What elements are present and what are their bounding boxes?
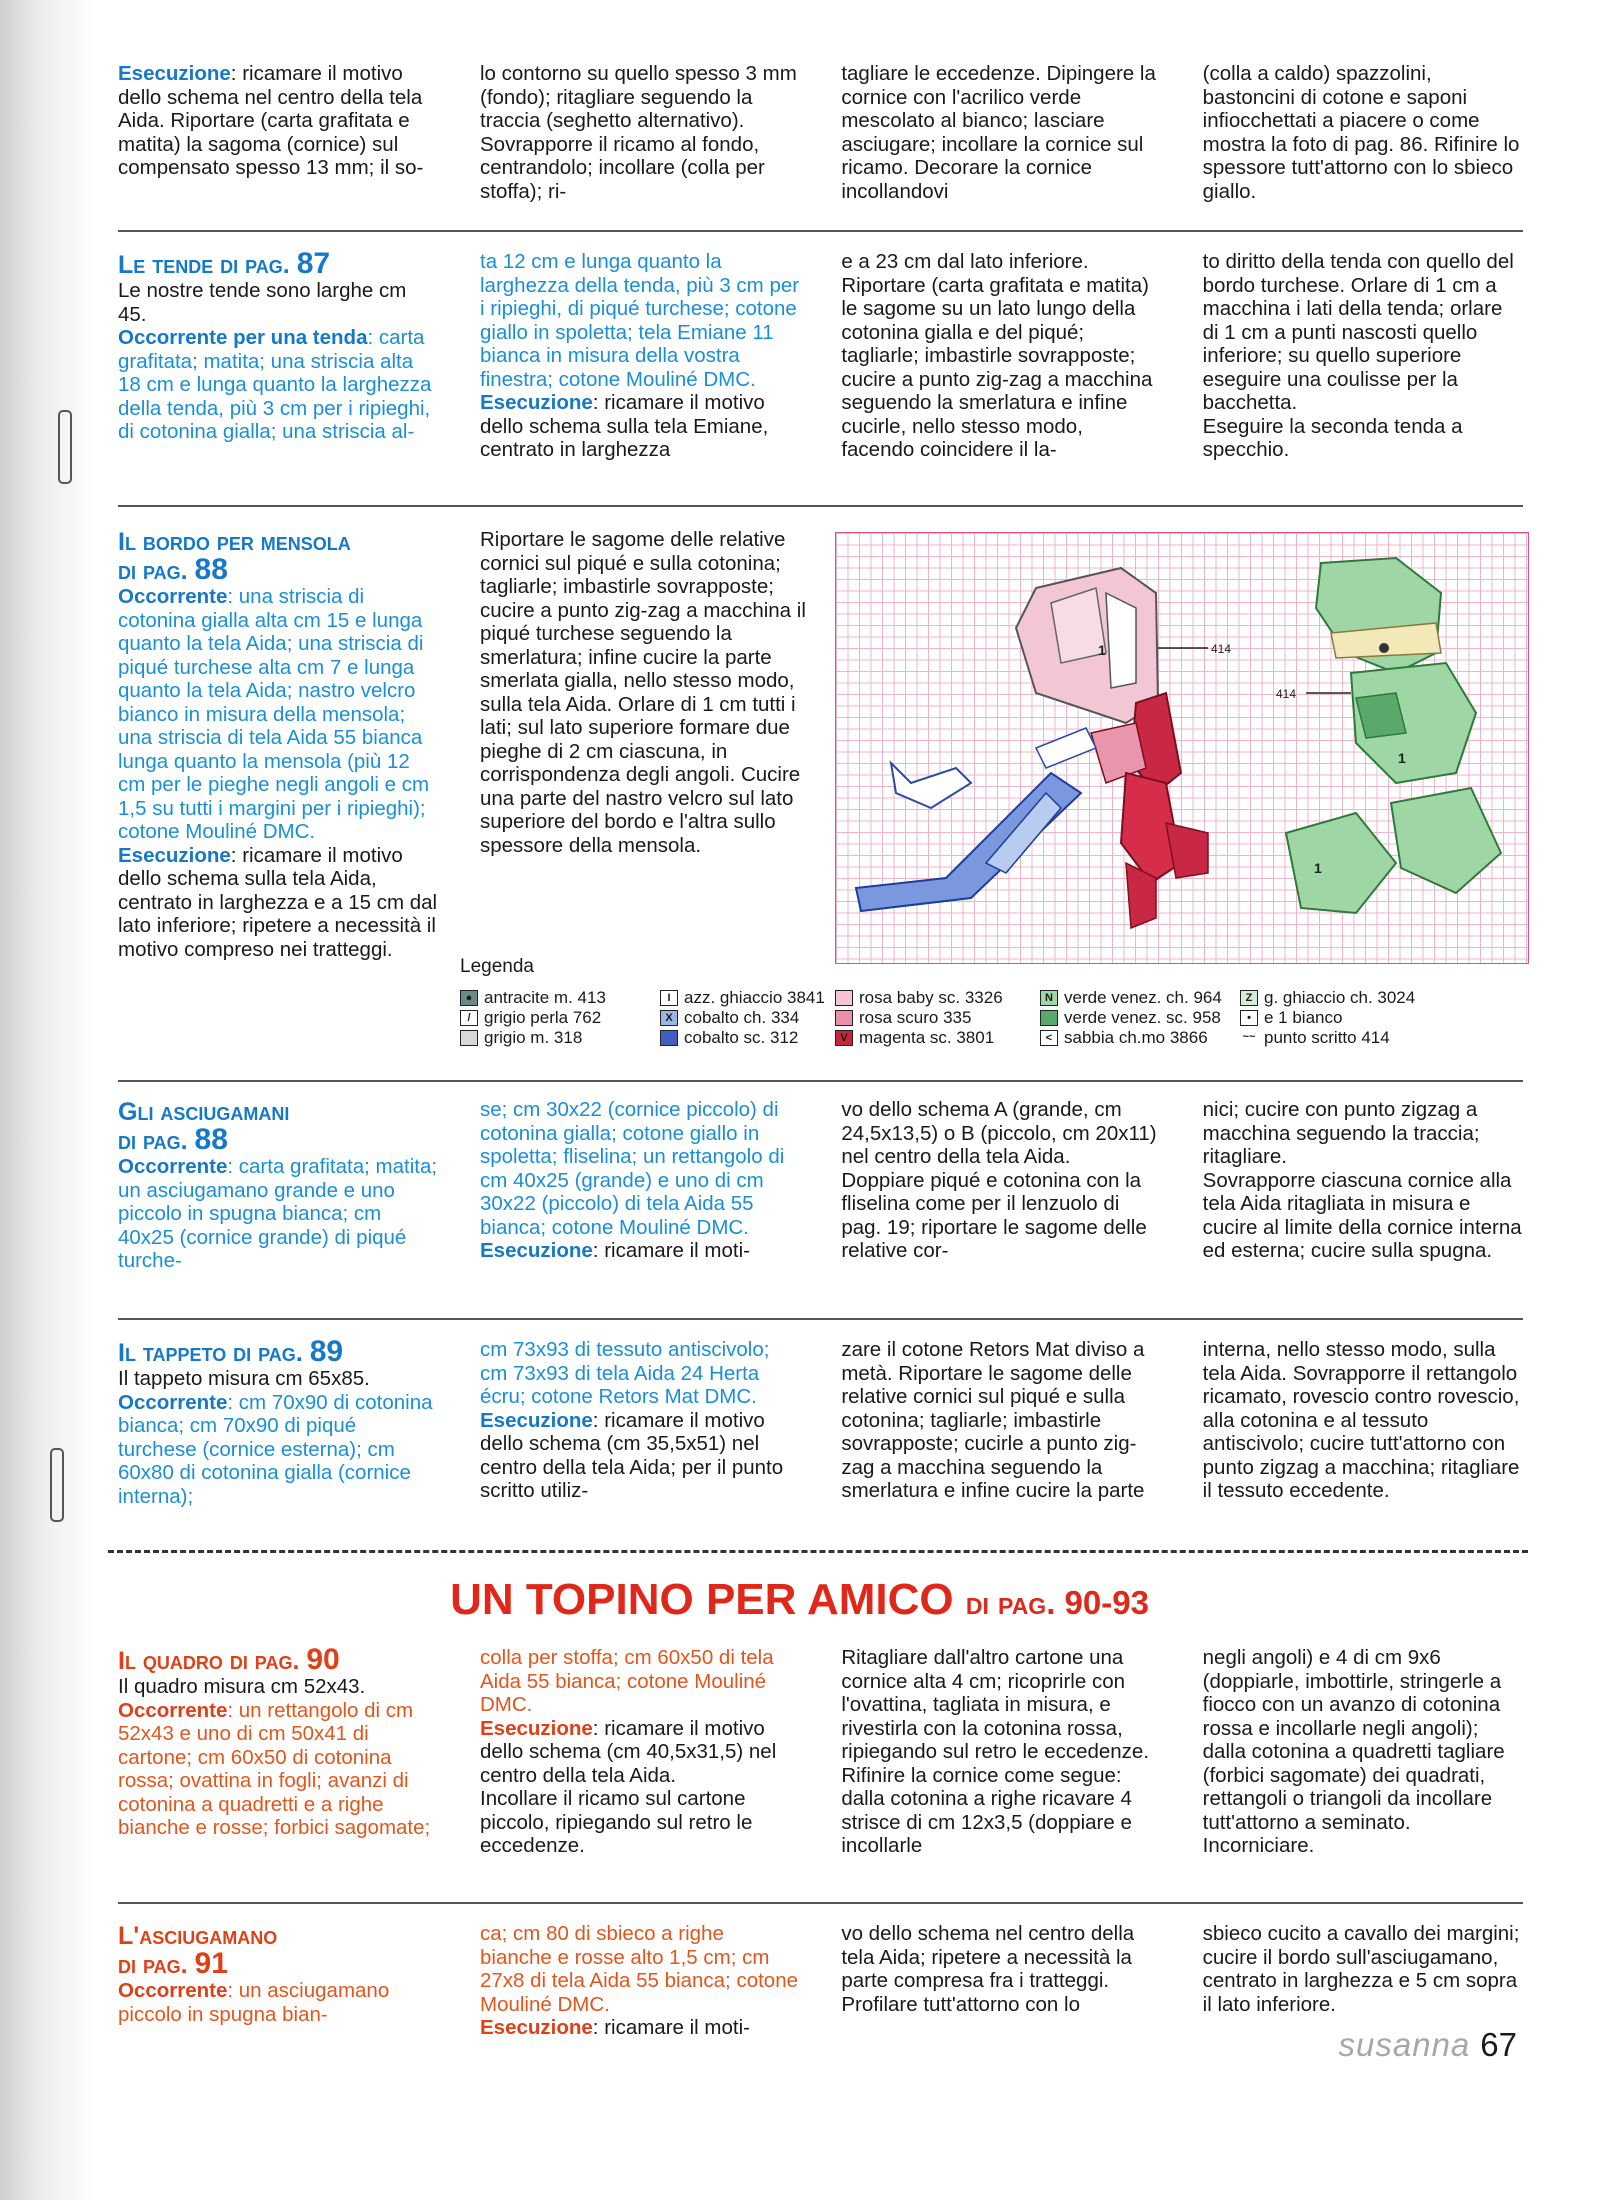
- occorrente-text: ca; cm 80 di sbieco a righe bianche e rosse alto 1,5 cm; cm 27x8 di tela Aida 55 bianca; cotone Mouliné DMC.: [480, 1922, 798, 2016]
- legend-swatch: [835, 990, 853, 1006]
- legend-item: [460, 1008, 660, 1028]
- exec-label: Esecuzione: [480, 391, 593, 414]
- tappeto-col3: [841, 1338, 1160, 1508]
- staple-top: [58, 410, 72, 484]
- quadro-col2: [480, 1646, 799, 1858]
- magazine-brand: susanna: [1338, 2026, 1471, 2063]
- section-title: Il quadro di pag. 90: [118, 1643, 340, 1676]
- tappeto-col4: [1203, 1338, 1522, 1508]
- legend-label: azz. ghiaccio 3841: [684, 988, 825, 1007]
- tende-col1: [118, 247, 438, 462]
- occorrente-text: se; cm 30x22 (cornice piccolo) di cotonina gialla; cotone giallo in spoletta; fliselina; un rettangolo di cm 40x25 (grande) e uno di cm 30x22 (piccolo) di tela Aida 55 bianca; cotone Mouliné DMC.: [480, 1098, 785, 1239]
- occorrente-text: ta 12 cm e lunga quanto la larghezza della tenda, più 3 cm per i ripieghi, di piqué turchese; cotone giallo in spoletta; tela Emiane 11 bianca in misura della vostra finestra; cotone Mouliné DMC.: [480, 250, 800, 391]
- page-footer: [1339, 2026, 1517, 2064]
- occorrente-text: : un rettangolo di cm 52x43 e uno di cm 50x41 di cartone; cm 60x50 di cotonina rossa; ovattina in fogli; avanzi di cotonina a quadretti e a righe bianche e rosse; forbici sagomate;: [118, 1698, 431, 1839]
- exec-top-col1: [118, 62, 438, 203]
- legend-label: grigio perla 762: [484, 1008, 602, 1027]
- section-asciugamani: [118, 1098, 1522, 1273]
- band-title: [0, 1575, 1599, 1628]
- section-asciugamano: [118, 1922, 1522, 2040]
- band-title-suffix: di pag. 90-93: [965, 1584, 1149, 1621]
- occorrente-text: : carta grafitata; matita; una striscia alta 18 cm e lunga quanto la larghezza della tenda, più 3 cm per i ripieghi, di cotonina gialla; una striscia al-: [118, 326, 432, 443]
- legend-swatch: [835, 1010, 853, 1026]
- legend-label: e 1 bianco: [1264, 1008, 1343, 1027]
- legend-label: grigio m. 318: [484, 1028, 583, 1047]
- chart-label: 1: [1098, 642, 1106, 658]
- green-figure: [1276, 558, 1501, 913]
- legend-item: [1240, 1008, 1460, 1028]
- paragraph: interna, nello stesso modo, sulla tela Aida. Sovrapporre il rettangolo ricamato, rovescio contro rovescio, alla cotonina e al tessuto antiscivolo; cucire tutt'attorno con punto zigzag a macchina; ritagliare il tessuto eccedente.: [1202, 1338, 1520, 1502]
- occorrente-label: Occorrente per una tenda: [118, 326, 368, 349]
- legend-title: Legenda: [460, 956, 534, 977]
- paragraph: e a 23 cm dal lato inferiore. Riportare (carta grafitata e matita) le sagome su un lato lungo della cotonina gialla e del piqué; tagliarle; imbastirle sovrapposte; cucire a punto zig-zag a macchina seguendo la smerlatura e infine cucirle, nello stesso modo, facendo coincidere il la-: [841, 250, 1153, 461]
- paragraph: lo contorno su quello spesso 3 mm (fondo); ritagliare seguendo la traccia (seghetto alternativo). Sovrapporre il ricamo al fondo, centrandolo; incollare (colla per stoffa); ri-: [480, 62, 797, 203]
- asciugamani-col1: [118, 1098, 438, 1273]
- exec-top-col4: [1203, 62, 1522, 203]
- cross-stitch-chart: [835, 532, 1529, 964]
- legend-item: [1240, 988, 1460, 1008]
- bordo-col1: [118, 528, 438, 961]
- legend-item: [1040, 1028, 1240, 1048]
- asciugamano-col2: [480, 1922, 799, 2040]
- paragraph: vo dello schema nel centro della tela Aida; ripetere a necessità la parte compresa fra i tratteggi.: [841, 1922, 1135, 1992]
- legend-item: [1040, 988, 1240, 1008]
- paragraph: vo dello schema A (grande, cm 24,5x13,5) o B (piccolo, cm 20x11) nel centro della tela Aida.: [841, 1098, 1157, 1168]
- exec-text: : ricamare il motivo dello schema nel centro della tela Aida. Riportare (carta grafitata e matita) la sagoma (cornice) sul compensato spesso 13 mm; il so-: [118, 62, 424, 179]
- legend: [460, 988, 1530, 1048]
- legend-label: cobalto ch. 334: [684, 1008, 800, 1027]
- legend-item: [835, 1028, 1040, 1048]
- mouse-figure: [856, 568, 1231, 928]
- legend-swatch: /: [460, 1010, 478, 1026]
- tende-col3: [841, 250, 1160, 462]
- intro-text: Il quadro misura cm 52x43.: [118, 1675, 366, 1698]
- occorrente-label: Occorrente: [118, 1979, 228, 2002]
- band-title-text: UN TOPINO PER AMICO: [450, 1575, 954, 1624]
- tende-col2: [480, 250, 799, 462]
- exec-label: Esecuzione: [480, 2016, 593, 2039]
- quadro-col4: [1203, 1646, 1522, 1858]
- legend-swatch: ~~: [1242, 1031, 1256, 1043]
- asciugamani-col4: [1203, 1098, 1522, 1273]
- paragraph: Ritagliare dall'altro cartone una cornice alta 4 cm; ricoprirle con l'ovattina, tagliata in misura, e rivestirla con la cotonina rossa, ripiegando sul retro le eccedenze.: [841, 1646, 1150, 1763]
- exec-top-col3: [841, 62, 1160, 203]
- section-tappeto: [118, 1335, 1522, 1508]
- paragraph: negli angoli) e 4 di cm 9x6 (doppiarle, imbottirle, stringerle a fiocco con un avanzo di cotonina rossa e incollarle negli angoli); dalla cotonina a quadretti tagliare (forbici sagomate) dei quadrati, rettangoli o triangoli da incollare tutt'attorno a seminato. Incorniciare.: [1202, 1646, 1505, 1857]
- occorrente-label: Occorrente: [118, 585, 228, 608]
- section-quadro: [118, 1643, 1522, 1858]
- tappeto-col2: [480, 1338, 799, 1508]
- legend-item: [460, 1028, 660, 1048]
- asciugamano-col3: [841, 1922, 1160, 2040]
- dashed-separator: [108, 1550, 1528, 1553]
- intro-text: Le nostre tende sono larghe cm 45.: [118, 279, 407, 326]
- legend-swatch: <: [1040, 1030, 1058, 1046]
- asciugamano-col4: [1203, 1922, 1522, 2040]
- legend-label: punto scritto 414: [1264, 1028, 1390, 1047]
- legend-label: cobalto sc. 312: [684, 1028, 799, 1047]
- legend-swatch: [460, 1030, 478, 1046]
- tappeto-col1: [118, 1335, 438, 1508]
- section-tende: [118, 247, 1522, 462]
- chart-label: 1: [1314, 860, 1322, 876]
- legend-item: [1040, 1008, 1240, 1028]
- legend-item: [835, 988, 1040, 1008]
- exec-label: Esecuzione: [480, 1239, 593, 1262]
- divider: [118, 230, 1523, 232]
- occorrente-text: colla per stoffa; cm 60x50 di tela Aida 55 bianca; cotone Mouliné DMC.: [480, 1646, 774, 1716]
- occorrente-text: : cm 70x90 di cotonina bianca; cm 70x90 di piqué turchese (cornice esterna); cm 60x80 di cotonina gialla (cornice interna);: [118, 1390, 433, 1508]
- section-title: L'asciugamano di pag. 91: [118, 1922, 278, 1980]
- bordo-col2: [480, 528, 810, 961]
- paragraph: to diritto della tenda con quello del bordo turchese. Orlare di 1 cm a macchina i lati della tenda; orlare di 1 cm a punti nascosti quello inferiore; su quello superiore eseguire una coulisse per la bacchetta.: [1202, 250, 1514, 414]
- legend-label: sabbia ch.mo 3866: [1064, 1028, 1208, 1047]
- section-title: Il bordo per mensola di pag. 88: [118, 528, 351, 586]
- legend-item: [660, 1008, 835, 1028]
- intro-text: Il tappeto misura cm 65x85.: [118, 1367, 370, 1390]
- page-number: 67: [1480, 2026, 1517, 2063]
- legend-swatch: [1040, 1010, 1058, 1026]
- occorrente-text: : carta grafitata; matita; un asciugamano grande e uno piccolo in spugna bianca; cm 40x25 (cornice grande) di piqué turche-: [118, 1155, 438, 1272]
- exec-text: : ricamare il motivo dello schema sulla tela Emiane, centrato in larghezza: [480, 391, 769, 461]
- legend-label: verde venez. sc. 958: [1064, 1008, 1221, 1027]
- quadro-col1: [118, 1643, 438, 1858]
- paragraph: Sovrapporre ciascuna cornice alla tela Aida ritagliata in misura e cucire al limite della cornice interna ed esterna; cucire sulla spugna.: [1202, 1168, 1522, 1262]
- legend-label: g. ghiaccio ch. 3024: [1264, 988, 1416, 1007]
- legend-label: verde venez. ch. 964: [1064, 988, 1222, 1007]
- divider: [118, 1080, 1523, 1082]
- exec-label: Esecuzione: [118, 843, 231, 867]
- paragraph: Riportare le sagome delle relative cornici sul piqué e sulla cotonina; tagliarle; imbastirle sovrapposte; cucire a punto zig-zag a macchina il piqué turchese seguendo la smerlatura; infine cucire la parte smerlata gialla, nello stesso modo, sulla tela Aida. Orlare di 1 cm tutti i lati; sul lato superiore formare due pieghe di 2 cm ciascuna, in corrispondenza degli angoli. Cucire una parte del nastro velcro sul lato superiore del bordo e l'altra sullo spessore della mensola.: [480, 528, 806, 857]
- staple-bottom: [50, 1448, 64, 1522]
- legend-item: [835, 1008, 1040, 1028]
- section-exec-top: [118, 62, 1522, 203]
- paragraph: zare il cotone Retors Mat diviso a metà. Riportare le sagome delle relative cornici sul piqué e sulla cotonina; tagliarle; imbastirle sovrapposte; cucirle a punto zig-zag a macchina seguendo la smerlatura e infine cucire la parte: [841, 1338, 1145, 1502]
- legend-label: rosa scuro 335: [859, 1008, 972, 1027]
- exec-label: Esecuzione: [480, 1716, 593, 1740]
- legend-swatch: Z: [1240, 990, 1258, 1006]
- paragraph: Rifinire la cornice come segue: dalla cotonina a righe ricavare 4 strisce di cm 12x3,5 (doppiare e incollarle: [841, 1763, 1132, 1857]
- paragraph: Incollare il ricamo sul cartone piccolo, ripiegando sul retro le eccedenze.: [480, 1787, 753, 1857]
- legend-label: antracite m. 413: [484, 988, 606, 1007]
- legend-swatch: [660, 1030, 678, 1046]
- chart-label: 414: [1211, 642, 1232, 656]
- exec-text: : ricamare il moti-: [592, 2016, 750, 2039]
- legend-label: magenta sc. 3801: [859, 1028, 995, 1047]
- quadro-col3: [841, 1646, 1160, 1858]
- occorrente-label: Occorrente: [118, 1155, 228, 1178]
- tende-col4: [1203, 250, 1522, 462]
- paragraph: tagliare le eccedenze. Dipingere la cornice con l'acrilico verde mescolato al bianco; lasciare asciugare; incollare la cornice sul ricamo. Decorare la cornice incollandovi: [841, 62, 1156, 203]
- legend-swatch: ●: [460, 990, 478, 1006]
- divider: [118, 1902, 1523, 1904]
- legend-item: [1240, 1028, 1460, 1048]
- paragraph: (colla a caldo) spazzolini, bastoncini di cotone e saponi infiocchettati a piacere o come mostra la foto di pag. 86. Rifinire lo spessore tutt'attorno con lo sbieco giallo.: [1202, 62, 1520, 203]
- paragraph: Eseguire la seconda tenda a specchio.: [1202, 414, 1463, 461]
- exec-text: : ricamare il motivo dello schema sulla tela Aida, centrato in larghezza e a 15 cm dal lato inferiore; ripetere a necessità il motivo compreso nei tratteggi.: [118, 843, 438, 961]
- legend-swatch: V: [835, 1030, 853, 1046]
- exec-text: : ricamare il motivo dello schema (cm 35,5x51) nel centro della tela Aida; per il punto scritto utiliz-: [480, 1408, 784, 1502]
- asciugamani-col3: [841, 1098, 1160, 1273]
- binding-shadow: [0, 0, 96, 2200]
- section-title: Gli asciugamani di pag. 88: [118, 1098, 290, 1156]
- occorrente-text: cm 73x93 di tessuto antiscivolo; cm 73x93 di tela Aida 24 Herta écru; cotone Retors Mat DMC.: [480, 1338, 770, 1408]
- divider: [118, 1318, 1523, 1320]
- exec-text: : ricamare il moti-: [592, 1239, 750, 1262]
- exec-label: Esecuzione: [480, 1408, 593, 1432]
- legend-swatch: N: [1040, 990, 1058, 1006]
- paragraph: sbieco cucito a cavallo dei margini; cucire il bordo sull'asciugamano, centrato in larghezza e 5 cm sopra il lato inferiore.: [1202, 1922, 1520, 2016]
- legend-item: [660, 988, 835, 1008]
- legend-swatch: I: [660, 990, 678, 1006]
- legend-item: [660, 1028, 835, 1048]
- asciugamani-col2: [480, 1098, 799, 1273]
- legend-label: rosa baby sc. 3326: [859, 988, 1003, 1007]
- paragraph: Profilare tutt'attorno con lo: [841, 1992, 1080, 2016]
- exec-label: Esecuzione: [118, 62, 231, 85]
- asciugamano-col1: [118, 1922, 438, 2040]
- occorrente-text: : un asciugamano piccolo in spugna bian-: [118, 1979, 390, 2026]
- paragraph: Doppiare piqué e cotonina con la fliselina come per il lenzuolo di pag. 19; riportare le sagome delle relative cor-: [841, 1168, 1147, 1262]
- legend-item: [460, 988, 660, 1008]
- chart-figures: [836, 533, 1528, 963]
- exec-text: : ricamare il motivo dello schema (cm 40,5x31,5) nel centro della tela Aida.: [480, 1716, 777, 1787]
- chart-label: 414: [1276, 687, 1297, 701]
- section-title: Il tappeto di pag. 89: [118, 1335, 344, 1368]
- divider: [118, 505, 1523, 507]
- paragraph: nici; cucire con punto zigzag a macchina seguendo la traccia; ritagliare.: [1202, 1098, 1480, 1168]
- legend-swatch: X: [660, 1010, 678, 1026]
- occorrente-text: : una striscia di cotonina gialla alta cm 15 e lunga quanto la tela Aida; una striscia di piqué turchese alta cm 7 e lunga quanto la tela Aida; nastro velcro bianco in misura della mensola; una striscia di tela Aida 55 bianca lunga quanto la mensola (più 12 cm per le pieghe negli angoli e cm 1,5 su tutti i margini per i ripieghi); cotone Mouliné DMC.: [118, 585, 430, 843]
- chart-label: 1: [1398, 750, 1406, 766]
- section-title: Le tende di pag. 87: [118, 247, 331, 280]
- occorrente-label: Occorrente: [118, 1698, 228, 1722]
- legend-swatch: •: [1240, 1010, 1258, 1026]
- occorrente-label: Occorrente: [118, 1390, 228, 1414]
- exec-top-col2: [480, 62, 799, 203]
